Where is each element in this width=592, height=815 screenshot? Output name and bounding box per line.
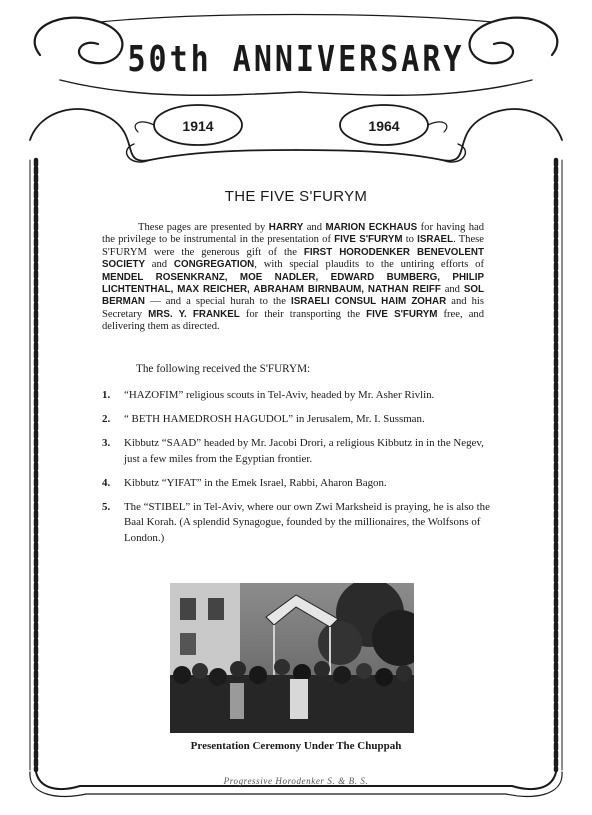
list-item — [102, 412, 490, 428]
list-item-text: “ BETH HAMEDROSH HAGUDOL” in Jerusalem, Mr. I. Sussman. — [124, 413, 425, 425]
article-title: THE FIVE S'FURYM — [224, 188, 368, 205]
intro-text: and his Secretary — [102, 296, 484, 320]
intro-emphasis: MENDEL ROSENKRANZ, MOE NADLER, EDWARD BUMBERG, PHILIP LICHTENTHAL, MAX REICHER, ABRAHAM BIRNBAUM, NATHAN REIFF — [102, 271, 484, 296]
intro-text: for having had the privilege to be instrumental in the presentation of — [102, 222, 484, 246]
intro-paragraph — [102, 222, 484, 334]
intro-emphasis: MARION ECKHAUS — [325, 222, 418, 233]
list-item-number: 1. — [102, 389, 111, 401]
intro-text: These pages are presented by — [138, 222, 269, 233]
intro-emphasis: SOL BERMAN — [102, 284, 484, 308]
intro-emphasis: CONGREGATION — [173, 259, 255, 271]
ceremony-photo — [170, 583, 414, 733]
recipients-list — [102, 388, 490, 555]
intro-text: to — [402, 234, 418, 246]
intro-emphasis: FIVE S'FURYM — [334, 234, 403, 246]
list-item-text: “HAZOFIM” religious scouts in Tel-Aviv, headed by Mr. Asher Rivlin. — [124, 389, 435, 401]
list-item-number: 2. — [102, 413, 111, 425]
intro-text: and — [440, 284, 464, 296]
list-item-number: 5. — [102, 500, 111, 513]
intro-text: — and a special hurah to the — [145, 296, 291, 308]
list-item — [102, 500, 490, 547]
photo-illustration — [170, 583, 414, 733]
list-item-number: 3. — [102, 437, 111, 449]
intro-text: and — [303, 222, 326, 233]
list-item-text: Kibbutz “YIFAT” in the Emek Israel, Rabbi, Aharon Bagon. — [124, 476, 387, 489]
intro-text: free, and delivering them as directed. — [102, 308, 485, 333]
intro-emphasis: FIRST HORODENKER BENEVOLENT SOCIETY — [102, 246, 484, 271]
intro-text: , with special plaudits to the untiring efforts of — [254, 259, 485, 271]
intro-text: for their transporting the — [239, 308, 367, 320]
list-item-number: 4. — [102, 476, 111, 489]
intro-emphasis: MRS. Y. FRANKEL — [148, 308, 240, 320]
list-item-text: Kibbutz “SAAD” headed by Mr. Jacobi Drori, a religious Kibbutz in in the Negev, just a few miles from the Egyptian frontier. — [124, 437, 484, 465]
list-item-text: The “STIBEL” in Tel-Aviv, where our own Zwi Marksheid is praying, he is also the Baal Korah. (A splendid Synagogue, founded by the millionaires, the Wolfsons of London.) — [124, 500, 490, 544]
photo-caption: Presentation Ceremony Under The Chuppah — [190, 740, 402, 752]
list-lead: The following received the S'FURYM: — [136, 363, 311, 375]
list-item — [102, 436, 490, 467]
intro-emphasis: ISRAEL — [417, 234, 454, 246]
anniversary-heading: 50th ANNIVERSARY — [127, 38, 465, 81]
intro-emphasis: HARRY — [268, 222, 304, 233]
footer-credit: Progressive Horodenker S. & B. S. — [223, 776, 369, 786]
year-start: 1914 — [182, 118, 214, 134]
intro-emphasis: ISRAELI CONSUL HAIM ZOHAR — [290, 296, 447, 308]
list-item — [102, 476, 490, 492]
intro-text: . These S'FURYM were the generous gift of the — [102, 234, 484, 258]
year-end: 1964 — [368, 118, 400, 134]
list-item — [102, 388, 490, 404]
intro-text: and — [145, 259, 174, 271]
intro-emphasis: FIVE S'FURYM — [366, 308, 438, 320]
